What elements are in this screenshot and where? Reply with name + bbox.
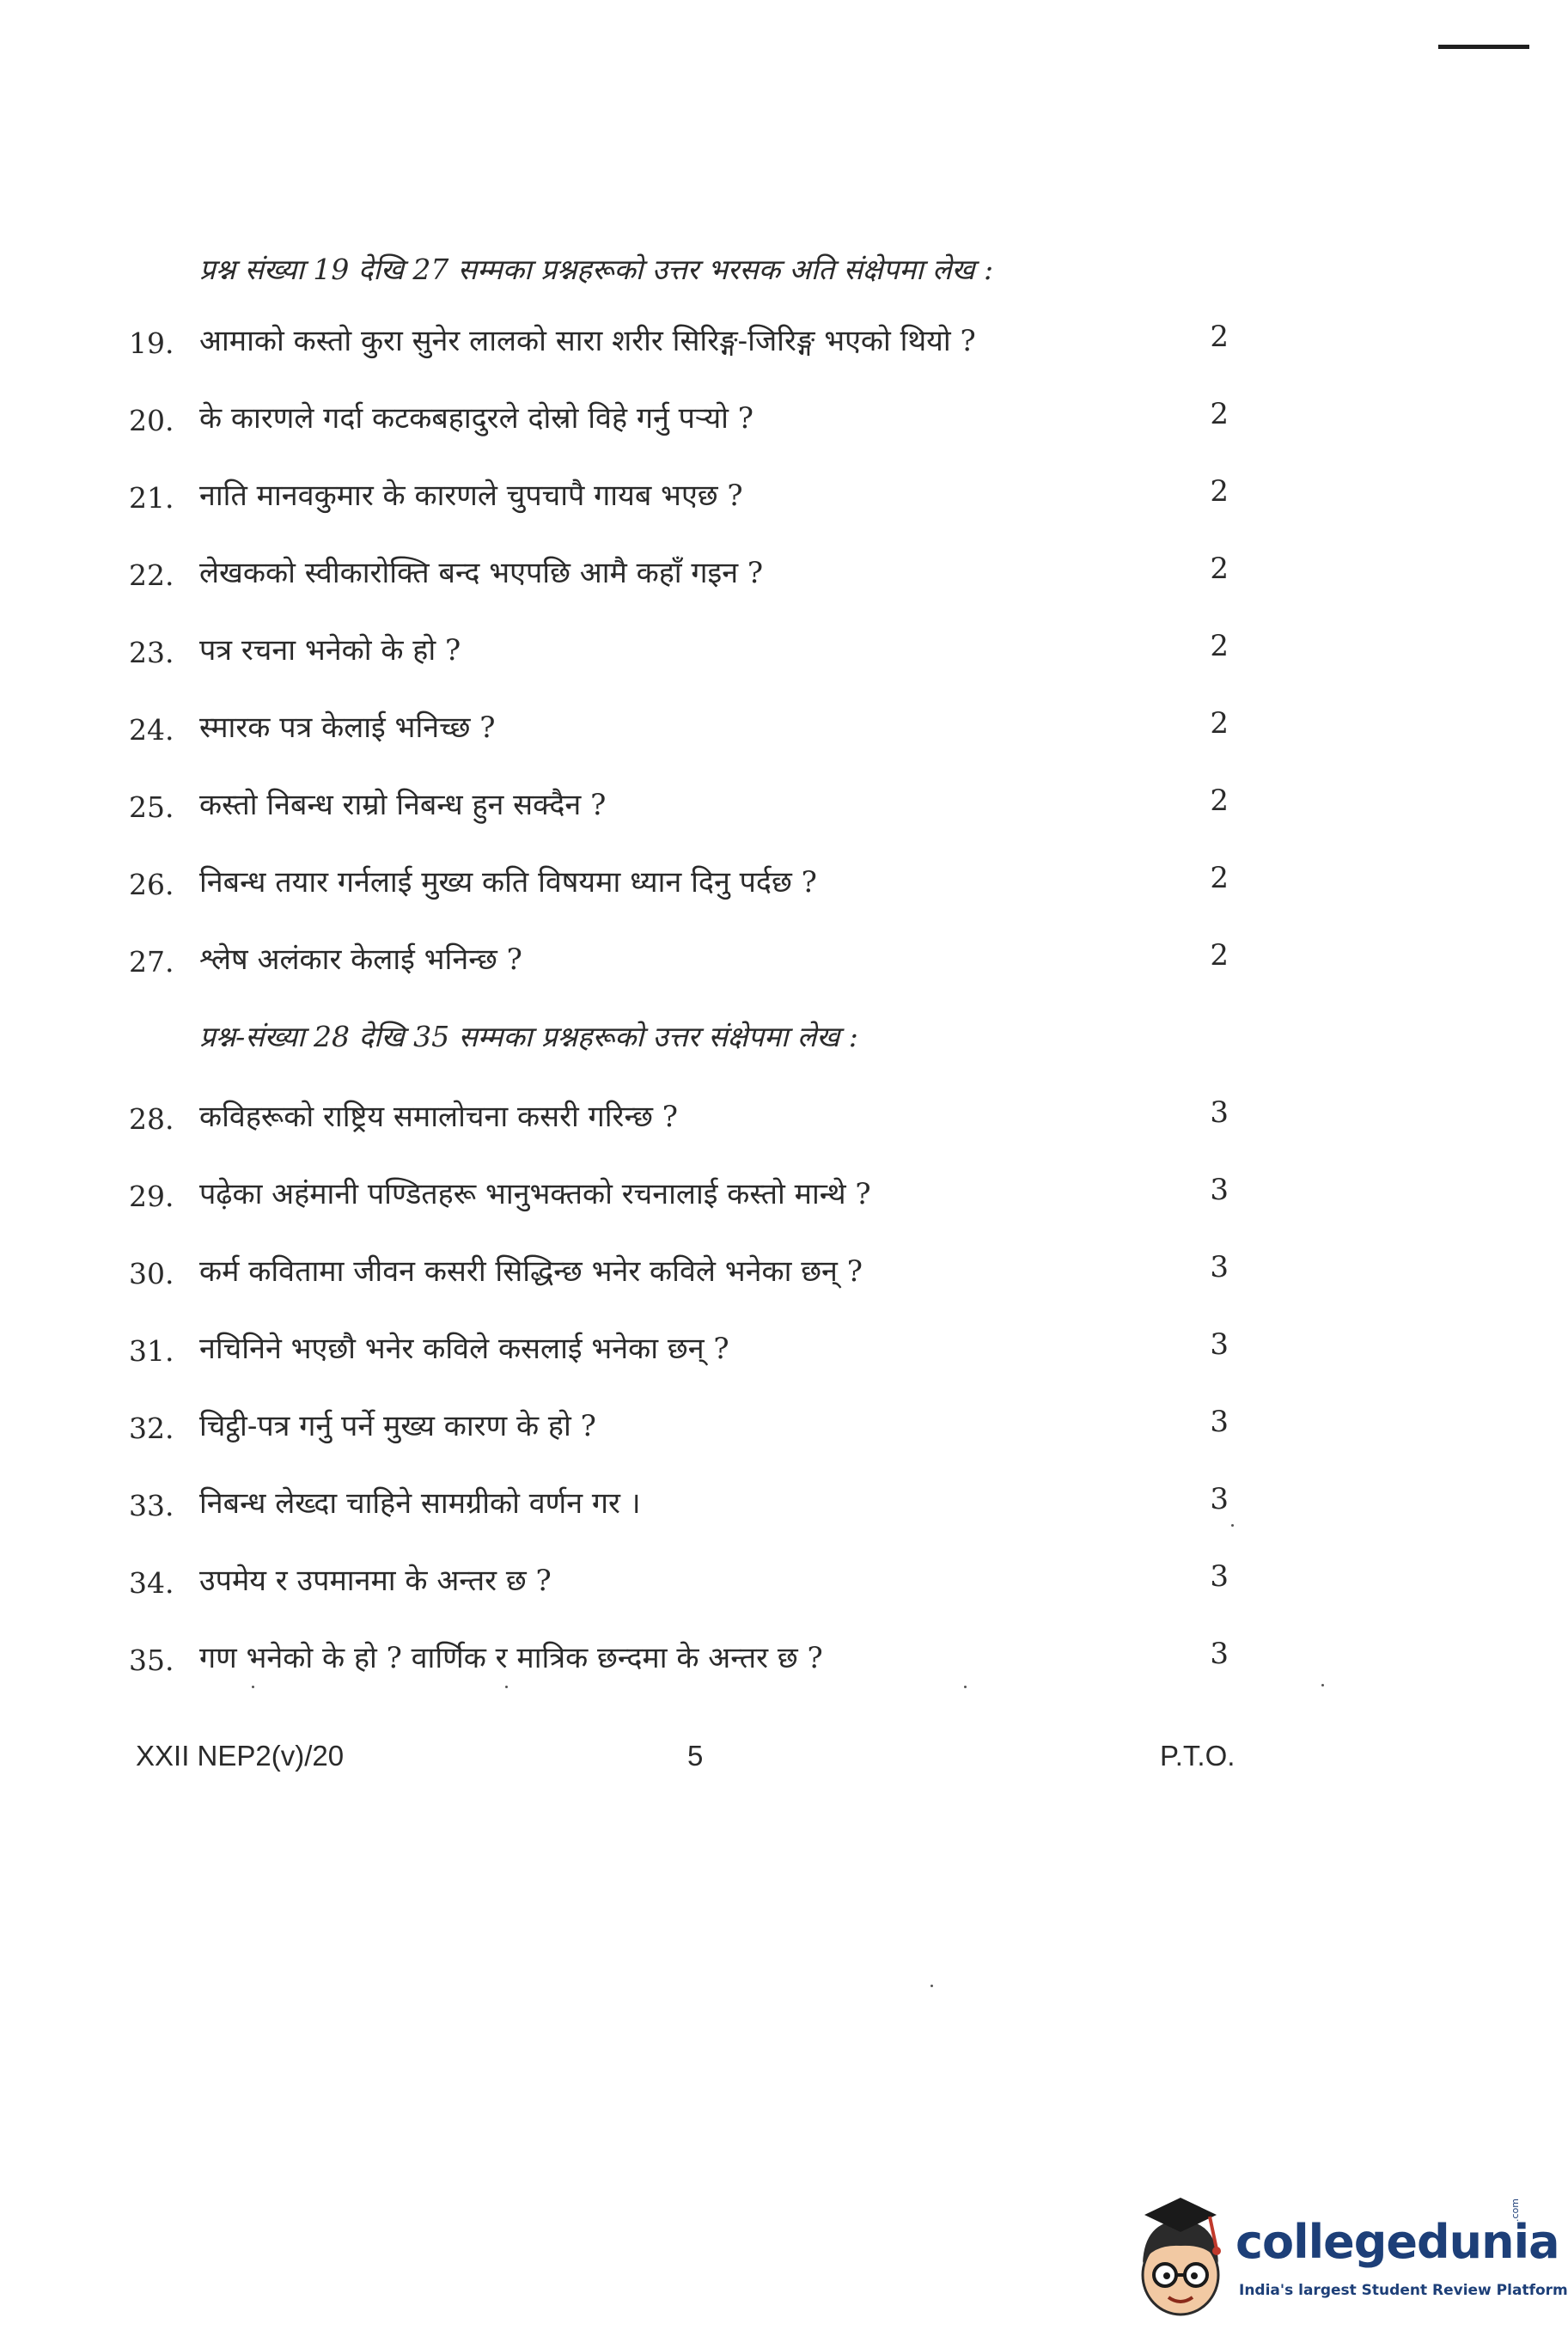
question-row	[0, 1173, 1534, 1216]
question-number: 19.	[129, 326, 174, 360]
question-marks: 3	[1210, 1482, 1229, 1516]
question-number: 32.	[129, 1412, 174, 1445]
question-text: आमाको कस्तो कुरा सुनेर लालको सारा शरीर सिरिङ्ग-जिरिङ्ग भएको थियो ?	[199, 324, 976, 358]
question-number: 29.	[129, 1180, 174, 1213]
question-number: 33.	[129, 1489, 174, 1522]
pto-label: P.T.O.	[1160, 1740, 1235, 1772]
question-marks: 3	[1210, 1405, 1229, 1439]
question-marks: 2	[1210, 938, 1229, 973]
question-marks: 3	[1210, 1095, 1229, 1130]
question-text: चिट्ठी-पत्र गर्नु पर्ने मुख्य कारण के हो ?	[199, 1409, 596, 1443]
scan-speck	[1321, 1684, 1324, 1686]
brand-tagline: India's largest Student Review Platform	[1239, 2282, 1568, 2299]
question-number: 30.	[129, 1257, 174, 1290]
question-text: श्लेष अलंकार केलाई भनिन्छ ?	[199, 942, 522, 977]
mascot-logo-icon	[1127, 2196, 1235, 2325]
question-marks: 3	[1210, 1637, 1229, 1671]
question-row	[0, 474, 1534, 517]
question-marks: 3	[1210, 1327, 1229, 1362]
question-marks: 3	[1210, 1559, 1229, 1594]
scan-speck	[1231, 1524, 1234, 1527]
page-number: 5	[687, 1740, 704, 1772]
question-row	[0, 629, 1534, 672]
question-number: 28.	[129, 1102, 174, 1136]
question-row	[0, 320, 1534, 363]
scan-speck	[930, 1985, 933, 1987]
question-number: 22.	[129, 558, 174, 592]
question-text: कर्म कवितामा जीवन कसरी सिद्धिन्छ भनेर कविले भनेका छन् ?	[199, 1254, 863, 1289]
question-number: 31.	[129, 1334, 174, 1368]
question-row	[0, 552, 1534, 595]
question-number: 35.	[129, 1644, 174, 1677]
question-marks: 3	[1210, 1173, 1229, 1207]
question-row	[0, 397, 1534, 440]
question-marks: 2	[1210, 474, 1229, 509]
brand-name: collegedunia	[1235, 2215, 1559, 2269]
question-text: गण भनेको के हो ? वार्णिक र मात्रिक छन्दमा के अन्तर छ ?	[199, 1641, 823, 1675]
question-text: कस्तो निबन्ध राम्रो निबन्ध हुन सक्दैन ?	[199, 788, 607, 822]
question-number: 21.	[129, 481, 174, 515]
question-row	[0, 1559, 1534, 1602]
question-number: 27.	[129, 945, 174, 979]
question-marks: 2	[1210, 861, 1229, 895]
question-marks: 2	[1210, 784, 1229, 818]
question-row	[0, 1482, 1534, 1525]
question-text: उपमेय र उपमानमा के अन्तर छ ?	[199, 1564, 552, 1598]
question-number: 23.	[129, 636, 174, 669]
question-number: 25.	[129, 790, 174, 824]
question-text: लेखकको स्वीकारोक्ति बन्द भएपछि आमै कहाँ गइन ?	[199, 556, 764, 590]
question-marks: 2	[1210, 629, 1229, 663]
paper-code: XXII NEP2(v)/20	[136, 1740, 345, 1772]
question-text: के कारणले गर्दा कटकबहादुरले दोस्रो विहे गर्नु पर्‍यो ?	[199, 401, 754, 436]
question-marks: 2	[1210, 320, 1229, 354]
question-row	[0, 1405, 1534, 1448]
question-row	[0, 938, 1534, 981]
question-number: 34.	[129, 1566, 174, 1600]
scan-speck	[252, 1686, 254, 1688]
scan-speck	[964, 1686, 967, 1688]
question-text: पढ़ेका अहंमानी पण्डितहरू भानुभक्तको रचनालाई कस्तो मान्थे ?	[199, 1177, 871, 1211]
section2-instruction: प्रश्न-संख्या 28 देखि 35 सम्मका प्रश्नहरूको उत्तर संक्षेपमा लेख :	[199, 1020, 858, 1053]
question-text: नाति मानवकुमार के कारणले चुपचापै गायब भएछ ?	[199, 479, 743, 513]
question-marks: 2	[1210, 706, 1229, 741]
question-text: पत्र रचना भनेको के हो ?	[199, 633, 461, 668]
question-number: 26.	[129, 868, 174, 901]
question-row	[0, 1095, 1534, 1138]
brand-com: .com	[1510, 2199, 1521, 2222]
question-text: निबन्ध लेख्दा चाहिने सामग्रीको वर्णन गर ।	[199, 1486, 641, 1521]
question-marks: 3	[1210, 1250, 1229, 1284]
question-text: स्मारक पत्र केलाई भनिच्छ ?	[199, 711, 496, 745]
question-text: नचिनिने भएछौ भनेर कविले कसलाई भनेका छन् ?	[199, 1332, 729, 1366]
scan-speck	[505, 1686, 508, 1688]
question-text: कविहरूको राष्ट्रिय समालोचना कसरी गरिन्छ ?	[199, 1100, 679, 1134]
question-row	[0, 861, 1534, 904]
section1-instruction: प्रश्न संख्या 19 देखि 27 सम्मका प्रश्नहरूको उत्तर भरसक अति संक्षेपमा लेख :	[199, 253, 994, 286]
question-number: 24.	[129, 713, 174, 747]
question-text: निबन्ध तयार गर्नलाई मुख्य कति विषयमा ध्यान दिनु पर्दछ ?	[199, 865, 817, 900]
collegedunia-watermark	[1127, 2196, 1568, 2325]
question-row	[0, 1327, 1534, 1370]
question-row	[0, 706, 1534, 749]
question-row	[0, 1250, 1534, 1293]
question-row	[0, 1637, 1534, 1680]
question-marks: 2	[1210, 397, 1229, 431]
question-row	[0, 784, 1534, 826]
corner-mark	[1438, 45, 1529, 49]
question-marks: 2	[1210, 552, 1229, 586]
question-number: 20.	[129, 404, 174, 437]
